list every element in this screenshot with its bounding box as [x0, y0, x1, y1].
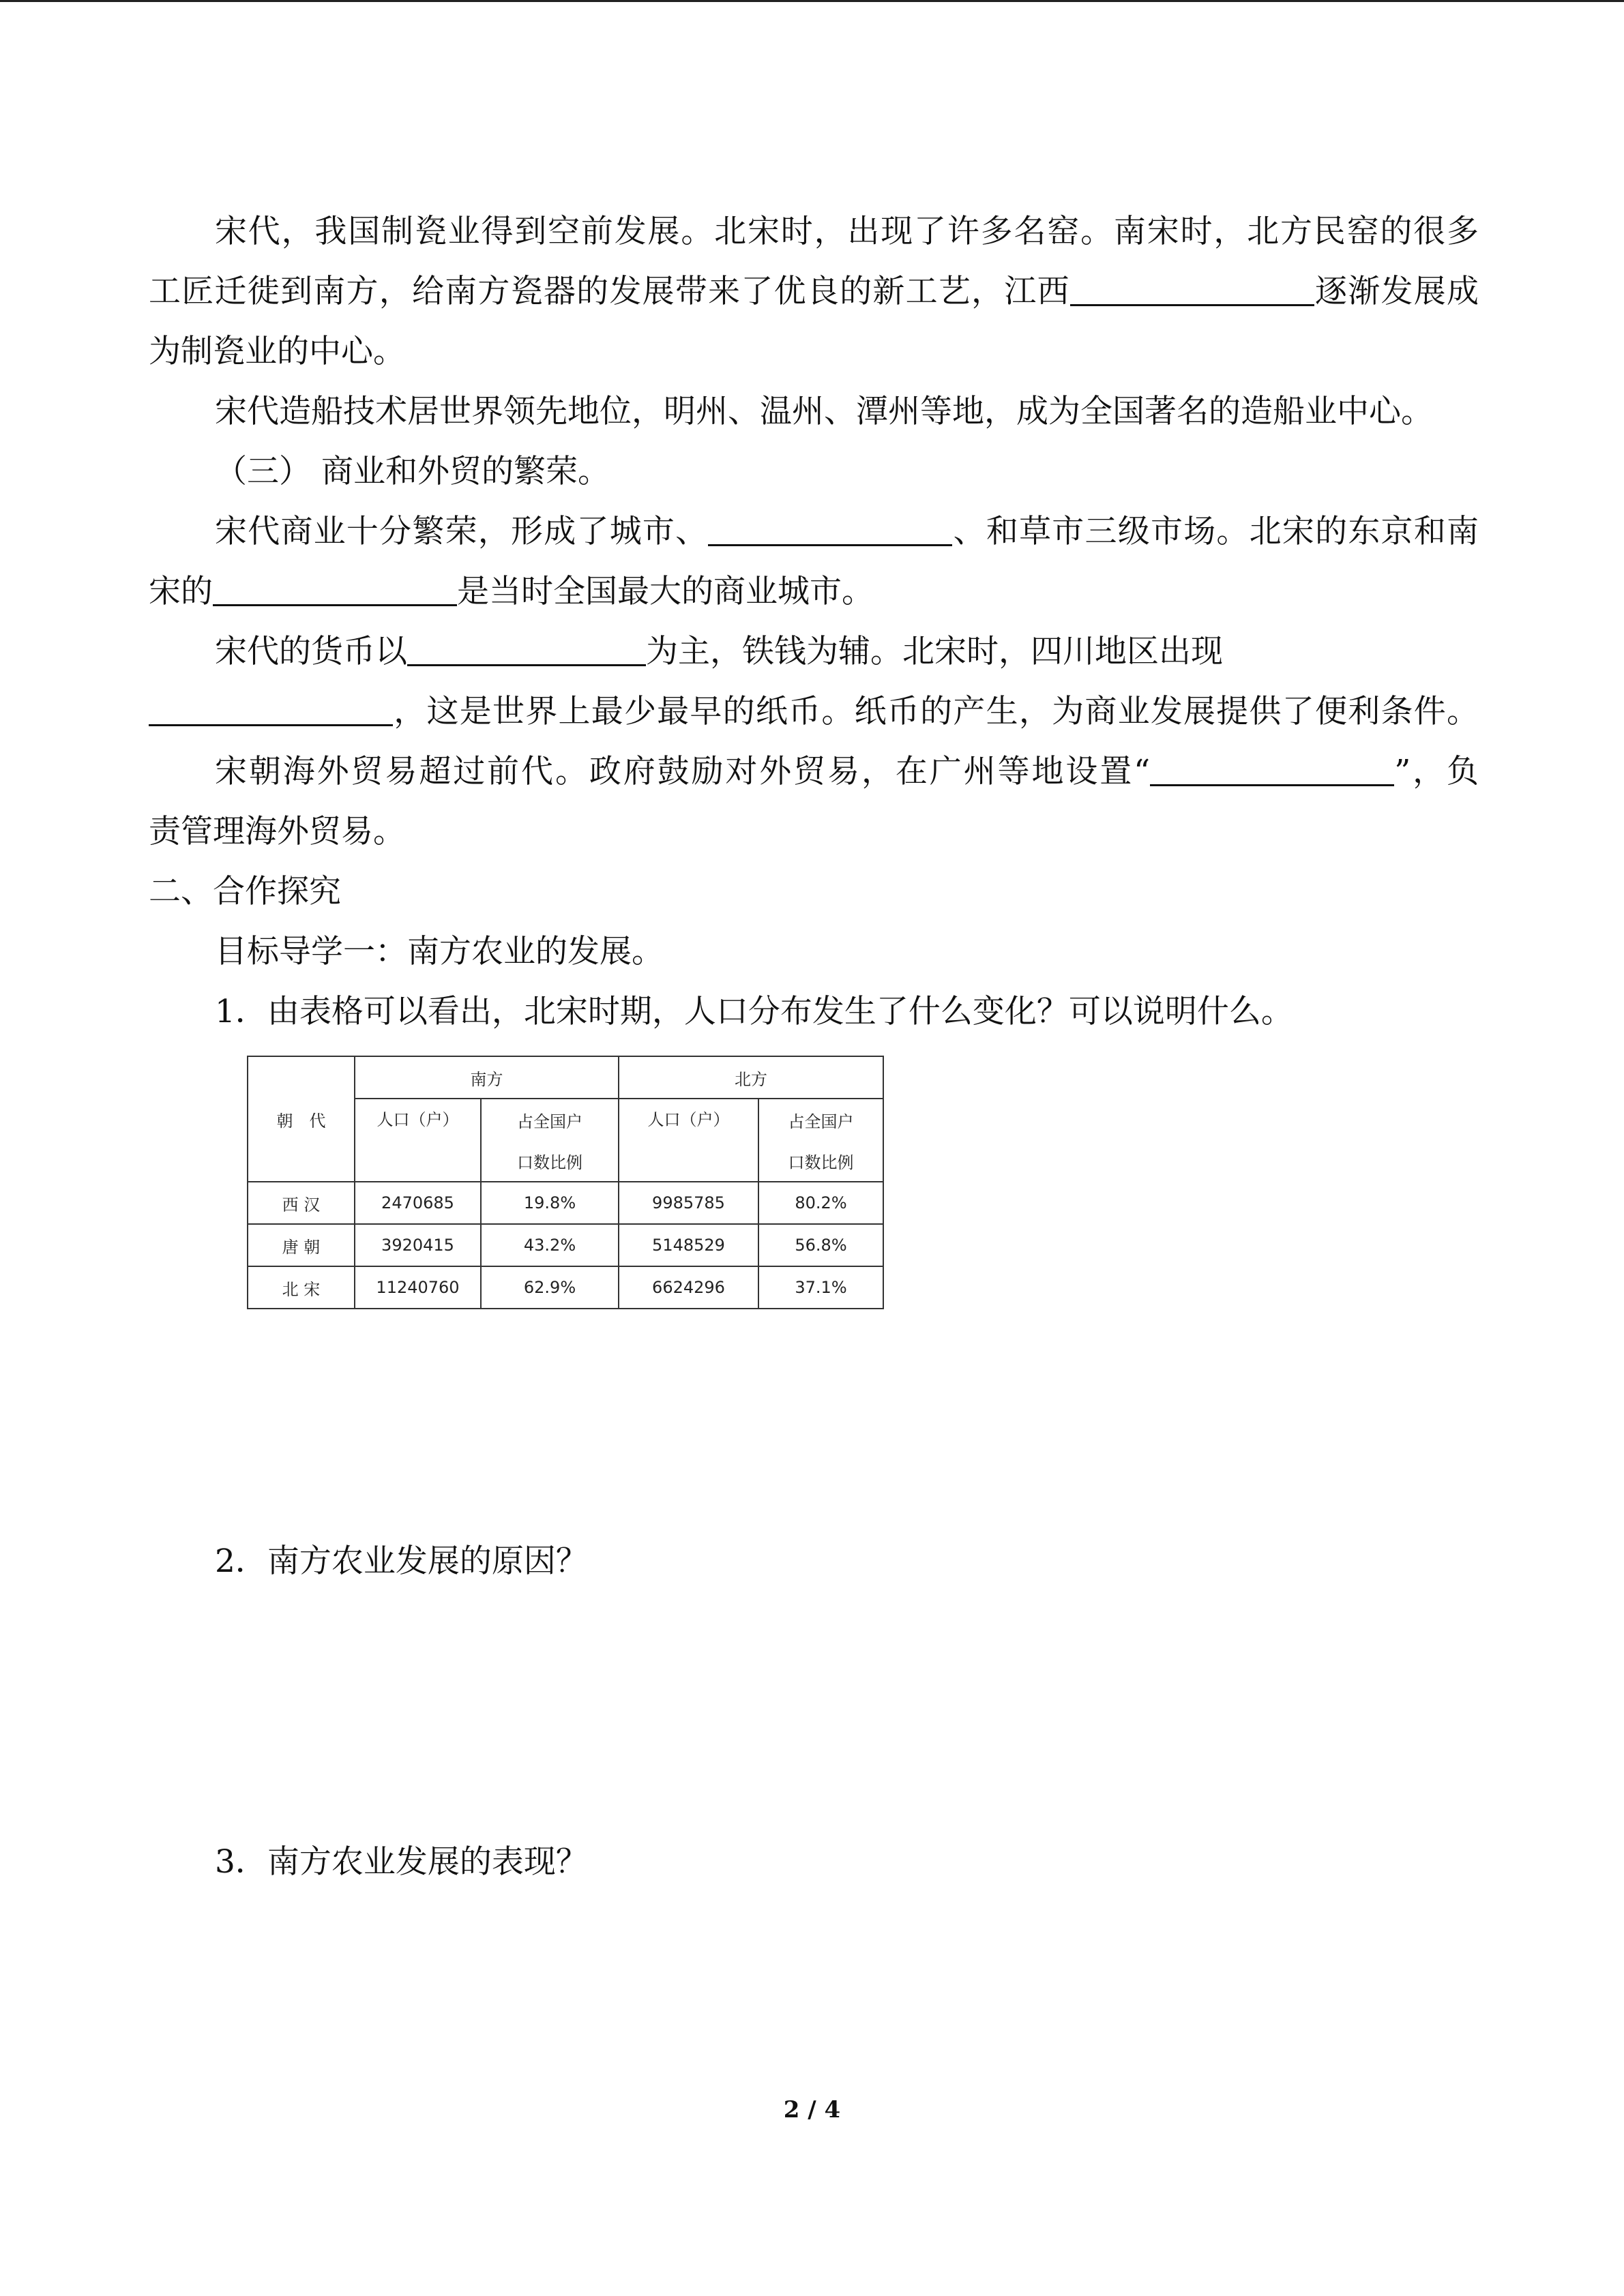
blank-southern-city[interactable] — [213, 569, 457, 606]
text: 逐渐发展成 — [1314, 273, 1479, 310]
commerce-line-1 — [149, 502, 1479, 562]
text: 宋代商业十分繁荣，形成了城市、 — [215, 513, 709, 550]
header-south-ratio-l2: 口数比例 — [481, 1140, 619, 1182]
top-border-line — [0, 0, 1624, 2]
header-south-population: 人口（户） — [355, 1099, 481, 1182]
commerce-line-2 — [149, 562, 1479, 622]
cell-north-ratio: 37.1% — [758, 1266, 883, 1309]
blank-market-level[interactable] — [708, 509, 952, 546]
section2-heading: 二、合作探究 — [149, 873, 341, 910]
table-header-row — [248, 1056, 883, 1099]
blank-currency[interactable] — [407, 629, 646, 666]
population-table — [247, 1056, 884, 1309]
cell-north-pop: 9985785 — [619, 1182, 758, 1224]
text: 宋朝海外贸易超过前代。政府鼓励对外贸易，在广州等地设置“ — [215, 753, 1151, 790]
question-2: 2．南方农业发展的原因？ — [215, 1542, 588, 1580]
cell-north-pop: 5148529 — [619, 1224, 758, 1266]
header-dynasty: 朝 代 — [248, 1056, 355, 1182]
cell-south-pop: 2470685 — [355, 1182, 481, 1224]
header-north: 北方 — [619, 1056, 883, 1099]
goal-1-heading: 目标导学一：南方农业的发展。 — [215, 933, 664, 970]
worksheet-body — [149, 202, 1479, 1042]
cell-north-pop: 6624296 — [619, 1266, 758, 1309]
text: 、和草市三级市场。北宋的东京和南 — [952, 513, 1479, 550]
text: ，这是世界上最少最早的纸币。纸币的产生，为商业发展提供了便利条件。 — [393, 693, 1479, 730]
cell-south-pop: 11240760 — [355, 1266, 481, 1309]
text: 工匠迁徙到南方，给南方瓷器的发展带来了优良的新工艺，江西 — [149, 273, 1070, 310]
table-row — [248, 1266, 883, 1309]
cell-south-ratio: 43.2% — [481, 1224, 619, 1266]
question-1: 1．由表格可以看出，北宋时期，人口分布发生了什么变化？可以说明什么。 — [215, 993, 1293, 1030]
trade-line-1 — [149, 742, 1479, 802]
cell-south-pop: 3920415 — [355, 1224, 481, 1266]
text: 是当时全国最大的商业城市。 — [457, 573, 874, 610]
cell-north-ratio: 56.8% — [758, 1224, 883, 1266]
porcelain-line-2 — [149, 262, 1479, 322]
porcelain-line-3: 为制瓷业的中心。 — [149, 333, 405, 370]
cell-dynasty: 西 汉 — [248, 1182, 355, 1224]
cell-south-ratio: 19.8% — [481, 1182, 619, 1224]
shipbuilding-line: 宋代造船技术居世界领先地位，明州、温州、潭州等地，成为全国著名的造船业中心。 — [215, 393, 1433, 430]
page-number: 2 / 4 — [783, 2096, 841, 2123]
blank-trade-office[interactable] — [1150, 749, 1394, 786]
section3-heading: （三） 商业和外贸的繁荣。 — [215, 453, 610, 490]
header-north-ratio-l1: 占全国户 — [758, 1099, 883, 1140]
text: 宋代的货币以 — [215, 633, 407, 670]
header-north-population: 人口（户） — [619, 1099, 758, 1182]
cell-dynasty: 唐 朝 — [248, 1224, 355, 1266]
text: 宋的 — [149, 573, 213, 610]
blank-porcelain-center[interactable] — [1070, 269, 1314, 306]
question-3: 3．南方农业发展的表现？ — [215, 1843, 588, 1881]
cell-south-ratio: 62.9% — [481, 1266, 619, 1309]
table-row — [248, 1224, 883, 1266]
table-row — [248, 1182, 883, 1224]
cell-north-ratio: 80.2% — [758, 1182, 883, 1224]
currency-line-1 — [149, 622, 1479, 682]
porcelain-line-1: 宋代，我国制瓷业得到空前发展。北宋时，出现了许多名窑。南宋时，北方民窑的很多 — [215, 213, 1479, 250]
header-north-ratio-l2: 口数比例 — [758, 1140, 883, 1182]
cell-dynasty: 北 宋 — [248, 1266, 355, 1309]
text: ”，负 — [1394, 753, 1479, 790]
currency-line-2 — [149, 682, 1479, 742]
trade-line-2: 责管理海外贸易。 — [149, 813, 405, 850]
text: 为主，铁钱为辅。北宋时，四川地区出现 — [646, 633, 1223, 670]
blank-paper-money[interactable] — [149, 689, 393, 726]
header-south-ratio-l1: 占全国户 — [481, 1099, 619, 1140]
header-south: 南方 — [355, 1056, 619, 1099]
